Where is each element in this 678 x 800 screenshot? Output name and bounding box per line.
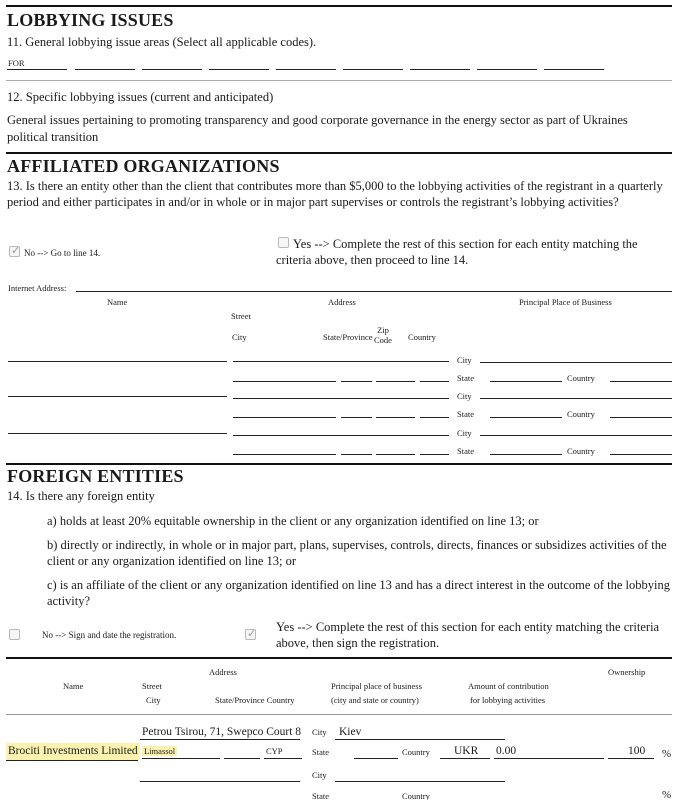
col-principal-place: Principal Place of Business (519, 297, 612, 307)
top-rule (6, 5, 672, 7)
aff-city-label-1: City (457, 355, 472, 365)
fe-ppb-city-value[interactable]: Kiev (339, 726, 362, 738)
issue-code-line-1 (7, 69, 67, 70)
aff-city-line-3b[interactable] (233, 454, 336, 455)
aff-name-line-1[interactable] (8, 361, 227, 362)
fe-ppb-country-line (440, 758, 490, 759)
foreign-no-checkbox[interactable] (9, 629, 20, 640)
col-address: Address (328, 297, 356, 307)
fe-name-line (6, 760, 138, 761)
fe-col-ppb-2: (city and state or country) (331, 695, 419, 705)
aff-state-label-3: State (457, 446, 474, 456)
fe-state-label-2: State (312, 791, 329, 800)
aff-city-line-3[interactable] (480, 435, 672, 436)
fe-amount-value[interactable]: 0.00 (496, 745, 517, 757)
fe-state-label-1: State (312, 747, 329, 757)
affiliated-yes-label: Yes --> Complete the rest of this section for each entity matching the criteria above, then proceed to line 14. (276, 237, 638, 267)
aff-city-line-2[interactable] (480, 398, 672, 399)
foreign-yes-label: Yes --> Complete the rest of this section for each entity matching the criteria above, then sign the registration. (276, 620, 660, 650)
aff-state-label-2: State (457, 409, 474, 419)
col-name: Name (107, 297, 128, 307)
col-street: Street (231, 311, 251, 321)
aff-street-line-2[interactable] (233, 398, 449, 399)
issue-code-line-9 (544, 69, 604, 70)
foreign-yes-checkbox[interactable] (245, 629, 256, 640)
affiliated-no-checkbox[interactable] (9, 246, 20, 257)
issue-code-line-5 (276, 69, 336, 70)
fe-col-address: Address (209, 667, 237, 677)
fe-amount-line (494, 758, 604, 759)
aff-street-line-3[interactable] (233, 435, 449, 436)
fe-entity-name[interactable]: Brociti Investments Limited (6, 743, 140, 760)
fe-state-line (224, 758, 260, 759)
issue-code-line-2 (75, 69, 135, 70)
issue-code-line-6 (343, 69, 403, 70)
fe-percent-2: % (662, 789, 672, 800)
aff-ppb-state-line-2[interactable] (490, 417, 562, 418)
foreign-rule (6, 463, 672, 465)
col-country: Country (408, 332, 436, 342)
aff-city-line-1[interactable] (480, 362, 672, 363)
fe-street-line-2[interactable] (140, 781, 300, 782)
question-12: 12. Specific lobbying issues (current and anticipated) (7, 90, 274, 104)
fe-col-amount-2: for lobbying activities (470, 695, 546, 705)
fe-street-line (140, 739, 300, 740)
lobbying-issues-heading: LOBBYING ISSUES (7, 10, 174, 30)
foreign-heading: FOREIGN ENTITIES (7, 466, 184, 486)
issue-code-line-8 (477, 69, 537, 70)
question-11: 11. General lobbying issue areas (Select all applicable codes). (7, 35, 317, 49)
fe-ppb-state-line (354, 758, 398, 759)
aff-name-line-3[interactable] (8, 433, 227, 434)
aff-name-line-2[interactable] (8, 396, 227, 397)
aff-country-label-2: Country (567, 409, 595, 419)
criteria-c: c) is an affiliate of the client or any organization identified on line 13 and has a direct interest in the outcome of the lobbying activity? (47, 578, 670, 608)
issue-code-line-3 (142, 69, 202, 70)
fe-ppb-city-line (335, 739, 505, 740)
col-state-province: State/Province (323, 332, 373, 342)
aff-state-label-1: State (457, 373, 474, 383)
foreign-table-divider (6, 714, 672, 715)
aff-zip-line-2[interactable] (376, 417, 415, 418)
aff-state-line-1[interactable] (341, 381, 372, 382)
aff-country-label-3: Country (567, 446, 595, 456)
question-14: 14. Is there any foreign entity (7, 489, 155, 503)
fe-col-name: Name (63, 681, 84, 691)
aff-zip-line-1[interactable] (376, 381, 415, 382)
fe-country-label-2: Country (402, 791, 430, 800)
aff-country-line-1[interactable] (420, 381, 449, 382)
lobbying-divider (6, 80, 672, 81)
aff-country-line-2[interactable] (420, 417, 449, 418)
affiliated-rule (6, 152, 672, 154)
fe-col-state-country: State/Province Country (215, 695, 295, 705)
fe-city-label-2: City (312, 770, 327, 780)
fe-city-line (142, 758, 220, 759)
fe-country-label-1: Country (402, 747, 430, 757)
fe-city-value[interactable]: Limassol (144, 746, 176, 756)
aff-state-line-3[interactable] (341, 454, 372, 455)
foreign-no-label: No --> Sign and date the registration. (42, 630, 177, 640)
aff-ppb-country-line-1[interactable] (610, 381, 672, 382)
fe-col-amount: Amount of contribution (468, 681, 549, 691)
aff-city-line-1b[interactable] (233, 381, 336, 382)
aff-zip-line-3[interactable] (376, 454, 415, 455)
criteria-b: b) directly or indirectly, in whole or in major part, plans, supervises, controls, directs, finances or subsidizes activities of the client or any organization identified on line 13; or (47, 538, 667, 568)
aff-state-line-2[interactable] (341, 417, 372, 418)
aff-city-line-2b[interactable] (233, 417, 336, 418)
question-13: 13. Is there an entity other than the client that contributes more than $5,000 to the lobbying activities of the registrant in a quarterly period and either participates in and/or in whole or in major part supervises or controls the registrant’s lobbying activities? (7, 179, 663, 209)
fe-ownership-value[interactable]: 100 (628, 745, 646, 757)
internet-address-label: Internet Address: (8, 283, 67, 293)
fe-country-line (264, 758, 302, 759)
specific-issues-text[interactable]: General issues pertaining to promoting transparency and good corporate governance in the energy sector as part of Ukraines political transition (7, 113, 628, 144)
aff-city-label-2: City (457, 391, 472, 401)
aff-ppb-country-line-3[interactable] (610, 454, 672, 455)
issue-code-line-7 (410, 69, 470, 70)
fe-col-street: Street (142, 681, 162, 691)
fe-ppb-country-value[interactable]: UKR (454, 745, 479, 757)
aff-ppb-country-line-2[interactable] (610, 417, 672, 418)
fe-percent-1: % (662, 748, 672, 760)
fe-col-ppb: Principal place of business (331, 681, 422, 691)
aff-ppb-state-line-3[interactable] (490, 454, 562, 455)
criteria-a: a) holds at least 20% equitable ownership in the client or any organization identified on line 13; or (47, 514, 539, 528)
internet-address-line[interactable] (76, 291, 672, 292)
affiliated-heading: AFFILIATED ORGANIZATIONS (7, 156, 280, 176)
fe-country-value[interactable]: CYP (266, 746, 283, 756)
col-zip-code: Zip Code (374, 325, 392, 345)
issue-code-value[interactable]: FOR (8, 58, 25, 68)
issue-code-line-4 (209, 69, 269, 70)
aff-city-label-3: City (457, 428, 472, 438)
aff-ppb-state-line-1[interactable] (490, 381, 562, 382)
fe-ownership-line (608, 758, 654, 759)
fe-col-city: City (146, 695, 161, 705)
aff-country-line-3[interactable] (420, 454, 449, 455)
fe-ppb-city-line-2[interactable] (335, 781, 505, 782)
affiliated-no-label: No --> Go to line 14. (24, 248, 101, 258)
col-city: City (232, 332, 247, 342)
fe-col-ownership: Ownership (608, 667, 646, 677)
fe-city-label-1: City (312, 727, 327, 737)
fe-street-value[interactable]: Petrou Tsirou, 71, Swepco Court 8 (142, 726, 302, 738)
foreign-table-rule (6, 657, 672, 659)
aff-country-label-1: Country (567, 373, 595, 383)
aff-street-line-1[interactable] (233, 361, 449, 362)
